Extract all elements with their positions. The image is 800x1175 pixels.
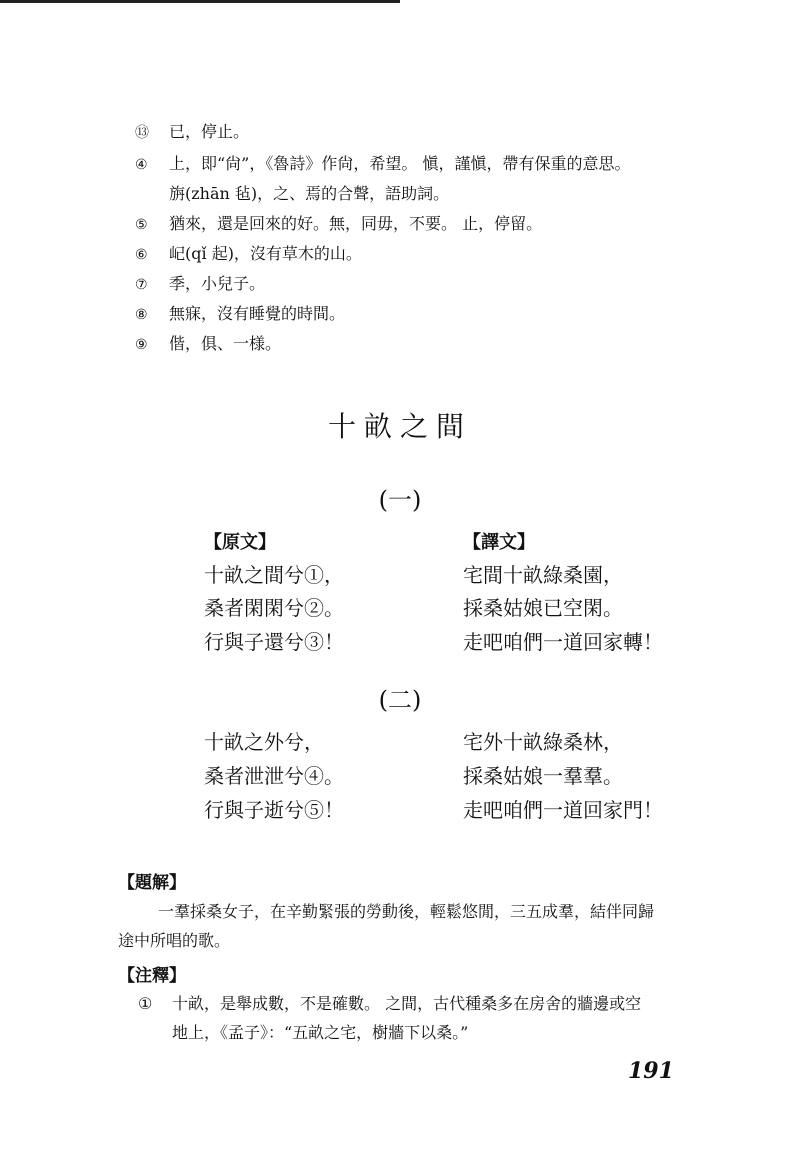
note-number: ④	[135, 157, 148, 173]
note-text: 季，小兒子。	[169, 274, 266, 293]
note-item	[135, 213, 542, 236]
original-line: 桑者泄泄兮④。	[204, 764, 344, 788]
note-number: ⑨	[135, 337, 148, 353]
note-item	[135, 153, 630, 176]
note-number: ⑥	[135, 247, 148, 263]
translation-line: 走吧咱們一道回家門！	[463, 798, 663, 822]
note-text: 上，即“尙”，《魯詩》作尙，希望。 愼，謹愼，帶有保重的意思。	[169, 154, 631, 173]
note-item	[135, 121, 249, 144]
section-number: (一)	[378, 486, 422, 514]
note-text: 猶來，還是回來的好。無，同毋，不要。 止，停留。	[169, 214, 543, 233]
note-item	[135, 273, 265, 296]
translation-line: 採桑姑娘已空閑。	[463, 596, 623, 620]
explanation-heading: 【題解】	[118, 873, 186, 893]
annotation-heading: 【注釋】	[118, 966, 186, 986]
note-number: ⑦	[135, 277, 148, 293]
translation-line: 宅間十畝綠桑園，	[463, 563, 623, 587]
annotation-line: 地上，《孟子》：“五畝之宅，樹牆下以桑。”	[172, 1023, 469, 1042]
note-continuation: 旃(zhān 毡)，之、焉的合聲，語助詞。	[169, 184, 450, 203]
explanation-line: 途中所唱的歌。	[118, 931, 231, 950]
original-line: 十畝之外兮，	[204, 730, 324, 754]
note-number: ⑧	[135, 307, 148, 323]
original-line: 行與子逝兮⑤！	[204, 798, 344, 822]
note-item	[135, 243, 362, 266]
original-line: 十畝之間兮①，	[204, 563, 344, 587]
explanation-line: 一羣採桑女子，在辛勤緊張的勞動後，輕鬆悠閒，三五成羣，結伴同歸	[158, 902, 655, 921]
translation-heading: 【譯文】	[463, 532, 535, 553]
original-line: 行與子還兮③！	[204, 630, 344, 654]
note-number: ⑤	[135, 217, 148, 233]
note-item	[135, 333, 281, 356]
translation-line: 宅外十畝綠桑林，	[463, 730, 623, 754]
section-number: (二)	[378, 686, 422, 714]
note-number: ⑬	[135, 125, 149, 141]
translation-line: 走吧咱們一道回家轉！	[463, 630, 663, 654]
top-rule	[0, 0, 400, 3]
note-text: 偕，俱、一様。	[169, 334, 282, 353]
note-item	[135, 303, 345, 326]
annotation-number: ①	[138, 994, 153, 1013]
page-number: 191	[628, 1058, 674, 1084]
note-text: 屺(qǐ 起)，沒有草木的山。	[169, 244, 362, 263]
translation-line: 採桑姑娘一羣羣。	[463, 764, 623, 788]
note-text: 已，停止。	[169, 122, 250, 141]
poem-title: 十畝之間	[327, 410, 472, 443]
original-line: 桑者閑閑兮②。	[204, 596, 344, 620]
annotation-line: 十畝，是舉成數，不是確數。 之間，古代種桑多在房舍的牆邊或空	[172, 994, 642, 1013]
note-text: 無寐，沒有睡覺的時間。	[169, 304, 346, 323]
original-heading: 【原文】	[204, 532, 276, 553]
